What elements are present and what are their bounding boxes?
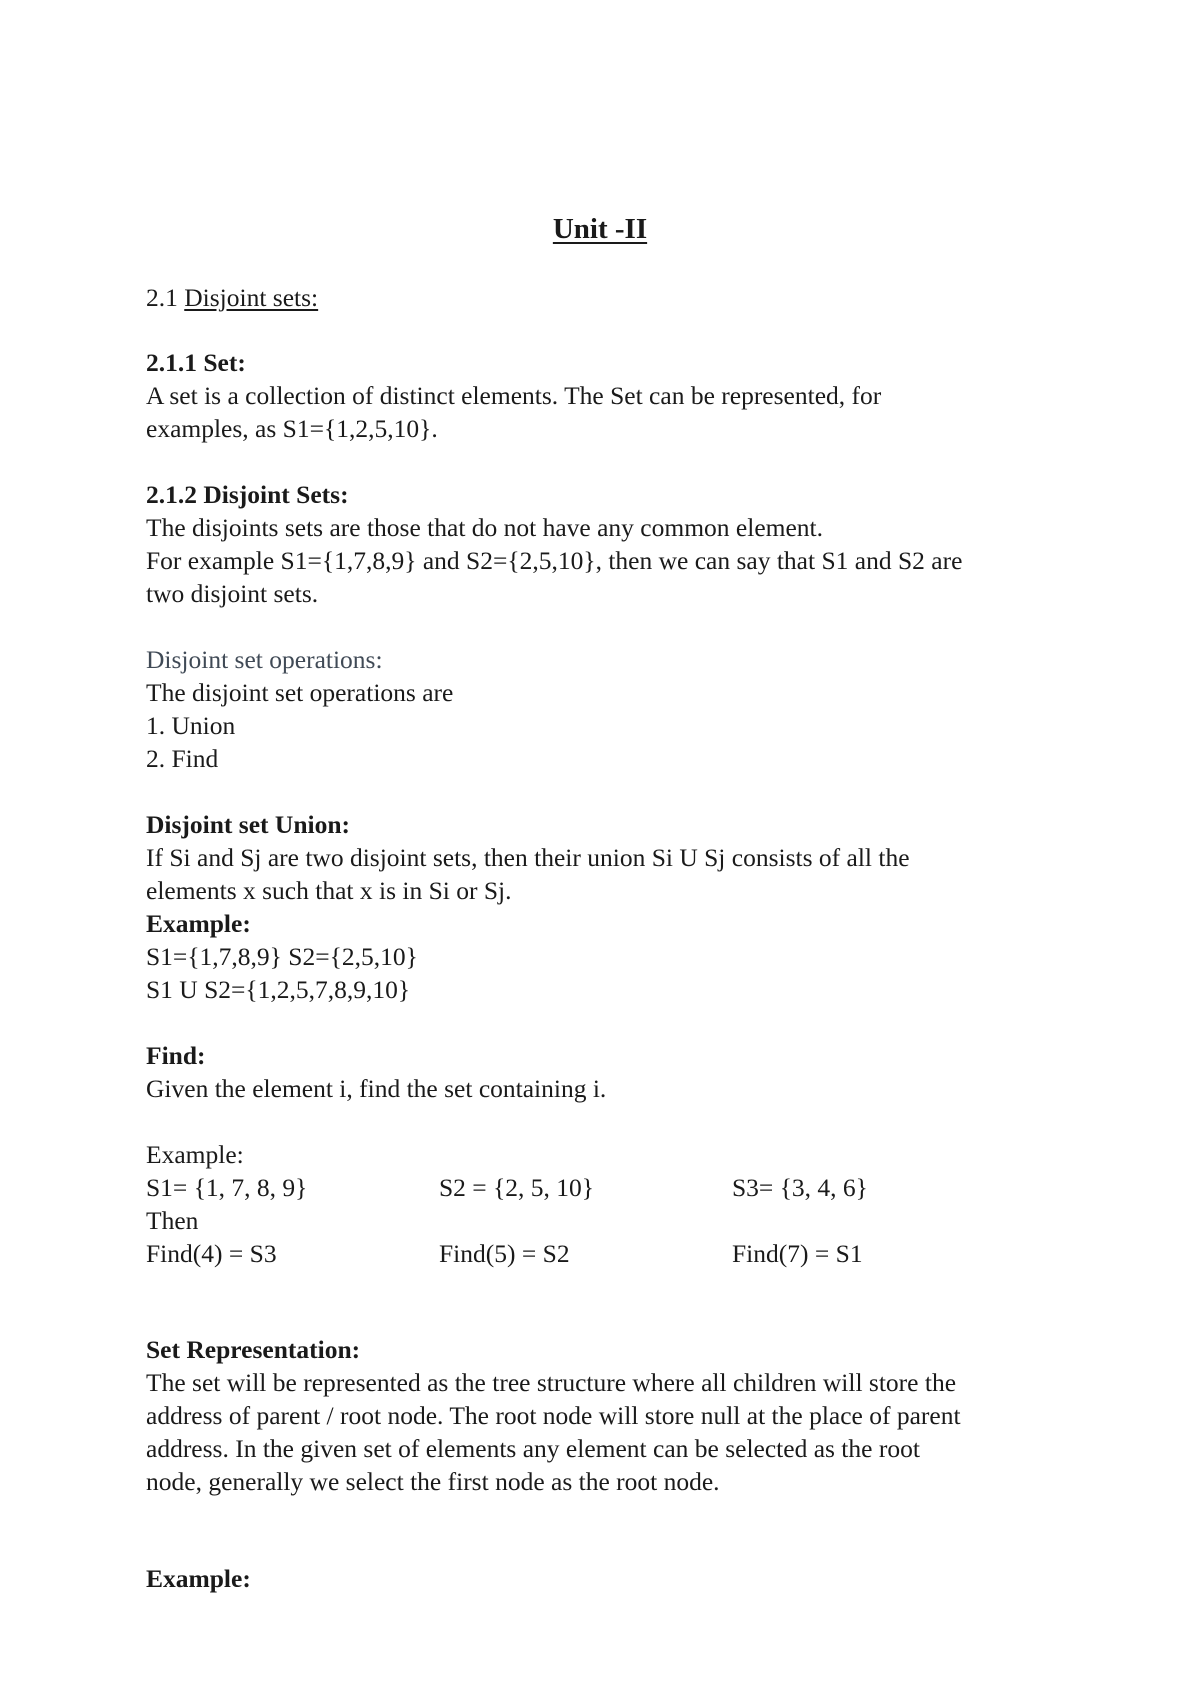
section-title: Disjoint sets: xyxy=(184,283,319,312)
find-example-label: Example: xyxy=(146,1140,244,1169)
representation-text-line: address of parent / root node. The root node will store null at the place of parent xyxy=(146,1401,961,1430)
section-number: 2.1 xyxy=(146,283,178,312)
disjoint-text-line: two disjoint sets. xyxy=(146,579,319,608)
find-then: Then xyxy=(146,1206,199,1235)
union-heading: Disjoint set Union: xyxy=(146,810,351,839)
operations-heading: Disjoint set operations: xyxy=(146,645,383,674)
section-heading xyxy=(146,281,318,314)
set-text-line: examples, as S1={1,2,5,10}. xyxy=(146,414,438,443)
operations-intro: The disjoint set operations are xyxy=(146,678,454,707)
find-result: Find(7) = S1 xyxy=(732,1239,863,1268)
representation-text-line: node, generally we select the first node as the root node. xyxy=(146,1467,720,1496)
representation-text-line: address. In the given set of elements any element can be selected as the root xyxy=(146,1434,920,1463)
union-example-line: S1 U S2={1,2,5,7,8,9,10} xyxy=(146,975,411,1004)
disjoint-sets-heading: 2.1.2 Disjoint Sets: xyxy=(146,480,349,509)
operation-item: 1. Union xyxy=(146,711,236,740)
disjoint-text-line: The disjoints sets are those that do not have any common element. xyxy=(146,513,824,542)
find-text: Given the element i, find the set containing i. xyxy=(146,1074,607,1103)
find-result: Find(4) = S3 xyxy=(146,1239,277,1268)
find-heading: Find: xyxy=(146,1041,206,1070)
representation-heading: Set Representation: xyxy=(146,1335,361,1364)
final-example-label: Example: xyxy=(146,1564,251,1593)
find-set-s3: S3= {3, 4, 6} xyxy=(732,1173,868,1202)
union-example-label: Example: xyxy=(146,909,251,938)
union-text-line: elements x such that x is in Si or Sj. xyxy=(146,876,512,905)
union-text-line: If Si and Sj are two disjoint sets, then their union Si U Sj consists of all the xyxy=(146,843,910,872)
find-set-s2: S2 = {2, 5, 10} xyxy=(439,1173,595,1202)
unit-title: Unit -II xyxy=(552,213,648,245)
set-heading: 2.1.1 Set: xyxy=(146,348,246,377)
disjoint-text-line: For example S1={1,7,8,9} and S2={2,5,10}, then we can say that S1 and S2 are xyxy=(146,546,963,575)
find-result: Find(5) = S2 xyxy=(439,1239,570,1268)
union-example-line: S1={1,7,8,9} S2={2,5,10} xyxy=(146,942,418,971)
operation-item: 2. Find xyxy=(146,744,219,773)
representation-text-line: The set will be represented as the tree structure where all children will store the xyxy=(146,1368,957,1397)
set-text-line: A set is a collection of distinct elements. The Set can be represented, for xyxy=(146,381,882,410)
find-set-s1: S1= {1, 7, 8, 9} xyxy=(146,1173,308,1202)
